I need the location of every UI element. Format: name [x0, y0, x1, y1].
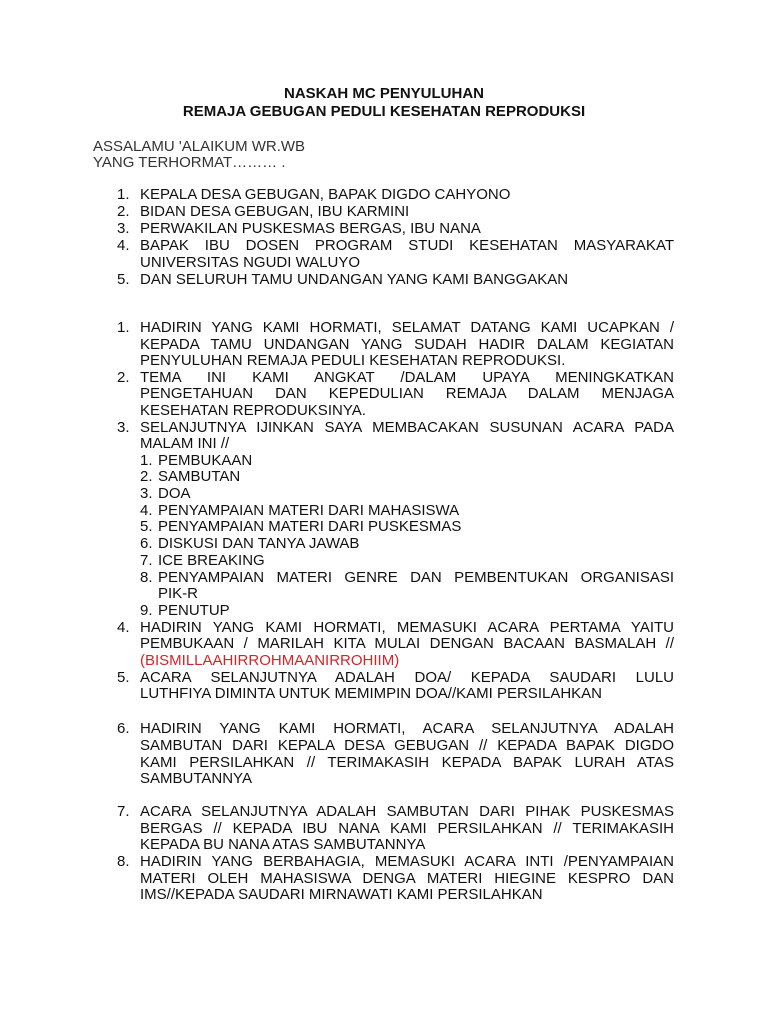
guest-item-line: BIDAN DESA GEBUGAN, IBU KARMINI: [140, 203, 410, 220]
script-item-line: KEPADA TAMU UNDANGAN YANG SUDAH HADIR DALAM KEGIATAN: [140, 336, 674, 353]
agenda-item-number: 9.: [140, 602, 153, 619]
document-title: REMAJA GEBUGAN PEDULI KESEHATAN REPRODUKSI: [182, 103, 586, 120]
script-item-line: KEPADA BU NANA ATAS SAMBUTANNYA: [140, 836, 426, 853]
script-item-number: 6.: [117, 720, 130, 737]
agenda-item-line: DOA: [158, 485, 191, 502]
script-item-line: SELANJUTNYA IJINKAN SAYA MEMBACAKAN SUSUNAN ACARA PADA: [140, 419, 674, 436]
guest-item-line: BAPAK IBU DOSEN PROGRAM STUDI KESEHATAN MASYARAKAT: [140, 237, 674, 254]
guest-item-line: UNIVERSITAS NGUDI WALUYO: [140, 254, 361, 271]
agenda-item-line: PENYAMPAIAN MATERI GENRE DAN PEMBENTUKAN ORGANISASI: [158, 569, 674, 586]
agenda-item-line: ICE BREAKING: [158, 552, 265, 569]
script-item-line: PENYULUHAN REMAJA PEDULI KESEHATAN REPRODUKSI.: [140, 352, 566, 369]
script-item-line: PENGETAHUAN DAN KEPEDULIAN REMAJA DALAM MENJAGA: [140, 385, 674, 402]
guest-item-number: 1.: [117, 186, 130, 203]
script-item-line: KESEHATAN REPRODUKSINYA.: [140, 402, 366, 419]
guest-item-line: KEPALA DESA GEBUGAN, BAPAK DIGDO CAHYONO: [140, 186, 511, 203]
script-item-line: PEMBUKAAN / MARILAH KITA MULAI DENGAN BACAAN BASMALAH //: [140, 635, 674, 652]
script-item-line: ACARA SELANJUTNYA ADALAH SAMBUTAN DARI PIHAK PUSKESMAS: [140, 803, 674, 820]
agenda-item-line: PENYAMPAIAN MATERI DARI MAHASISWA: [158, 502, 460, 519]
agenda-item-line: SAMBUTAN: [158, 468, 241, 485]
agenda-item-number: 4.: [140, 502, 153, 519]
script-item-number: 3.: [117, 419, 130, 436]
agenda-item-number: 5.: [140, 518, 153, 535]
script-item-line: HADIRIN YANG KAMI HORMATI, ACARA SELANJUTNYA ADALAH: [140, 720, 674, 737]
script-item-line: (BISMILLAAHIRROHMAANIRROHIIM): [140, 652, 400, 669]
agenda-item-line: DISKUSI DAN TANYA JAWAB: [158, 535, 360, 552]
agenda-item-number: 1.: [140, 452, 153, 469]
script-item-number: 2.: [117, 369, 130, 386]
greeting-line: YANG TERHORMAT……… .: [93, 154, 286, 171]
agenda-item-number: 2.: [140, 468, 153, 485]
script-item-line: TEMA INI KAMI ANGKAT /DALAM UPAYA MENINGKATKAN: [140, 369, 674, 386]
script-item-line: HADIRIN YANG KAMI HORMATI, SELAMAT DATANG KAMI UCAPKAN /: [140, 319, 674, 336]
script-item-line: IMS//KEPADA SAUDARI MIRNAWATI KAMI PERSILAHKAN: [140, 886, 543, 903]
script-item-line: ACARA SELANJUTNYA ADALAH DOA/ KEPADA SAUDARI LULU: [140, 669, 674, 686]
document-title: NASKAH MC PENYULUHAN: [283, 85, 484, 102]
script-item-line: LUTHFIYA DIMINTA UNTUK MEMIMPIN DOA//KAMI PERSILAHKAN: [140, 685, 603, 702]
agenda-item-number: 6.: [140, 535, 153, 552]
guest-item-line: DAN SELURUH TAMU UNDANGAN YANG KAMI BANGGAKAN: [140, 271, 569, 288]
script-item-line: BERGAS // KEPADA IBU NANA KAMI PERSILAHKAN // TERIMAKASIH: [140, 820, 674, 837]
script-item-number: 1.: [117, 319, 130, 336]
script-item-line: HADIRIN YANG KAMI HORMATI, MEMASUKI ACARA PERTAMA YAITU: [140, 619, 674, 636]
script-item-line: MALAM INI //: [140, 435, 230, 452]
script-item-number: 7.: [117, 803, 130, 820]
guest-item-line: PERWAKILAN PUSKESMAS BERGAS, IBU NANA: [140, 220, 481, 237]
script-item-line: MATERI OLEH MAHASISWA DENGA MATERI HIEGINE KESPRO DAN: [140, 870, 674, 887]
script-item-line: HADIRIN YANG BERBAHAGIA, MEMASUKI ACARA INTI /PENYAMPAIAN: [140, 853, 674, 870]
guest-item-number: 4.: [117, 237, 130, 254]
script-item-number: 5.: [117, 669, 130, 686]
agenda-item-line: PENYAMPAIAN MATERI DARI PUSKESMAS: [158, 518, 462, 535]
greeting-line: ASSALAMU 'ALAIKUM WR.WB: [93, 138, 306, 155]
guest-item-number: 3.: [117, 220, 130, 237]
script-item-line: KAMI PERSILAHKAN // TERIMAKASIH KEPADA BAPAK LURAH ATAS: [140, 754, 674, 771]
script-item-line: SAMBUTAN DARI KEPALA DESA GEBUGAN // KEPADA BAPAK DIGDO: [140, 737, 674, 754]
agenda-item-number: 7.: [140, 552, 153, 569]
agenda-item-line: PEMBUKAAN: [158, 452, 253, 469]
agenda-item-line: PENUTUP: [158, 602, 230, 619]
script-item-number: 8.: [117, 853, 130, 870]
agenda-item-number: 8.: [140, 569, 153, 586]
script-item-number: 4.: [117, 619, 130, 636]
agenda-item-number: 3.: [140, 485, 153, 502]
guest-item-number: 5.: [117, 271, 130, 288]
agenda-item-line: PIK-R: [158, 585, 199, 602]
script-item-line: SAMBUTANNYA: [140, 770, 252, 787]
guest-item-number: 2.: [117, 203, 130, 220]
